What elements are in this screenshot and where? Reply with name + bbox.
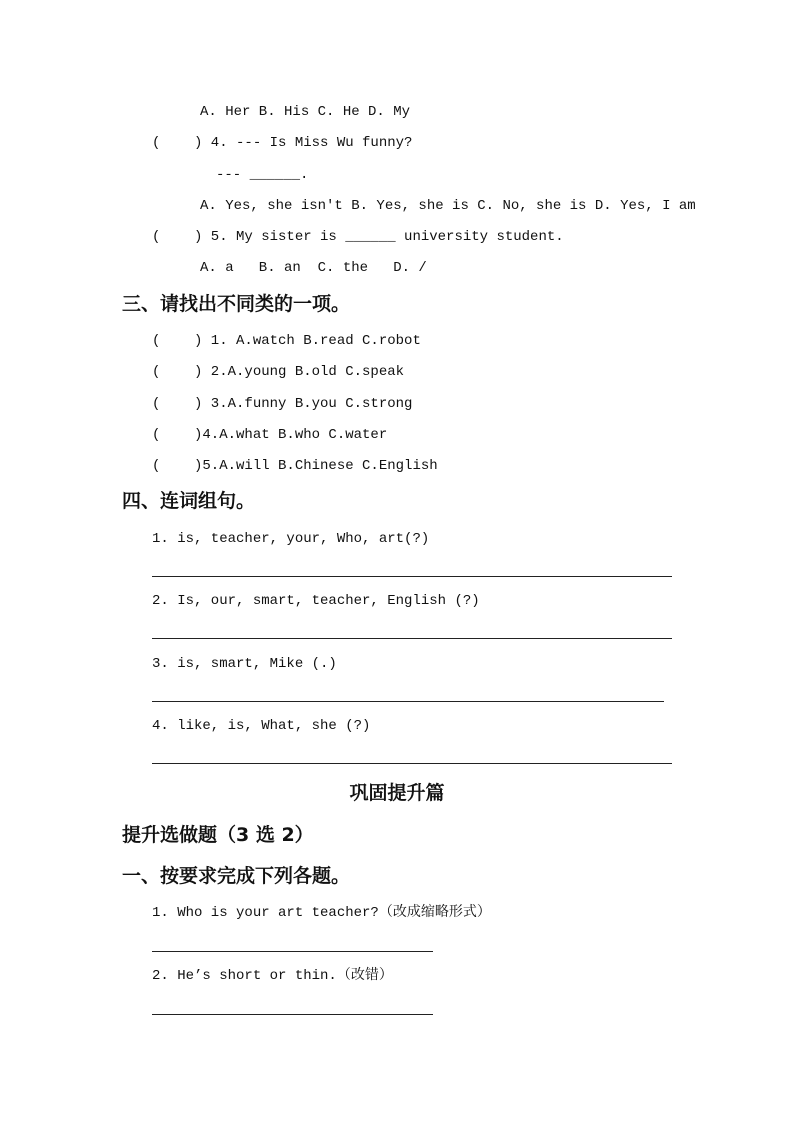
list-item: 1. is, teacher, your, Who, art(?) — [152, 531, 430, 547]
section-5-heading: 一、按要求完成下列各题。 — [122, 865, 351, 887]
list-item: ( )4.A.what B.who C.water — [152, 427, 388, 443]
q3-options: A. Her B. His C. He D. My — [200, 104, 411, 120]
answer-line[interactable] — [152, 951, 433, 952]
list-item: ( ) 2.A.young B.old C.speak — [152, 364, 405, 380]
q4-prompt: ( ) 4. --- Is Miss Wu funny? — [152, 135, 413, 151]
q5-prompt: ( ) 5. My sister is ______ university student. — [152, 229, 564, 245]
list-item: 1. Who is your art teacher?（改成缩略形式） — [152, 905, 491, 921]
list-item: ( ) 1. A.watch B.read C.robot — [152, 333, 421, 349]
list-item: ( )5.A.will B.Chinese C.English — [152, 458, 438, 474]
answer-line[interactable] — [152, 638, 672, 639]
part-title: 巩固提升篇 — [349, 782, 445, 804]
list-item: 2. Is, our, smart, teacher, English (?) — [152, 593, 480, 609]
section-3-heading: 三、请找出不同类的一项。 — [122, 293, 351, 315]
list-item: ( ) 3.A.funny B.you C.strong — [152, 396, 413, 412]
answer-line[interactable] — [152, 701, 664, 702]
list-item: 4. like, is, What, she (?) — [152, 718, 371, 734]
q4-options: A. Yes, she isn't B. Yes, she is C. No, she is D. Yes, I am — [200, 198, 696, 214]
list-item: 2. He’s short or thin.（改错） — [152, 968, 393, 984]
answer-line[interactable] — [152, 576, 672, 577]
answer-line[interactable] — [152, 1014, 433, 1015]
list-item: 3. is, smart, Mike (.) — [152, 656, 337, 672]
section-4-heading: 四、连词组句。 — [122, 490, 256, 512]
answer-line[interactable] — [152, 763, 672, 764]
subtitle: 提升选做题（3 选 2） — [122, 824, 314, 846]
q5-options: A. a B. an C. the D. / — [200, 260, 427, 276]
q4-reply: --- ______. — [216, 167, 309, 183]
